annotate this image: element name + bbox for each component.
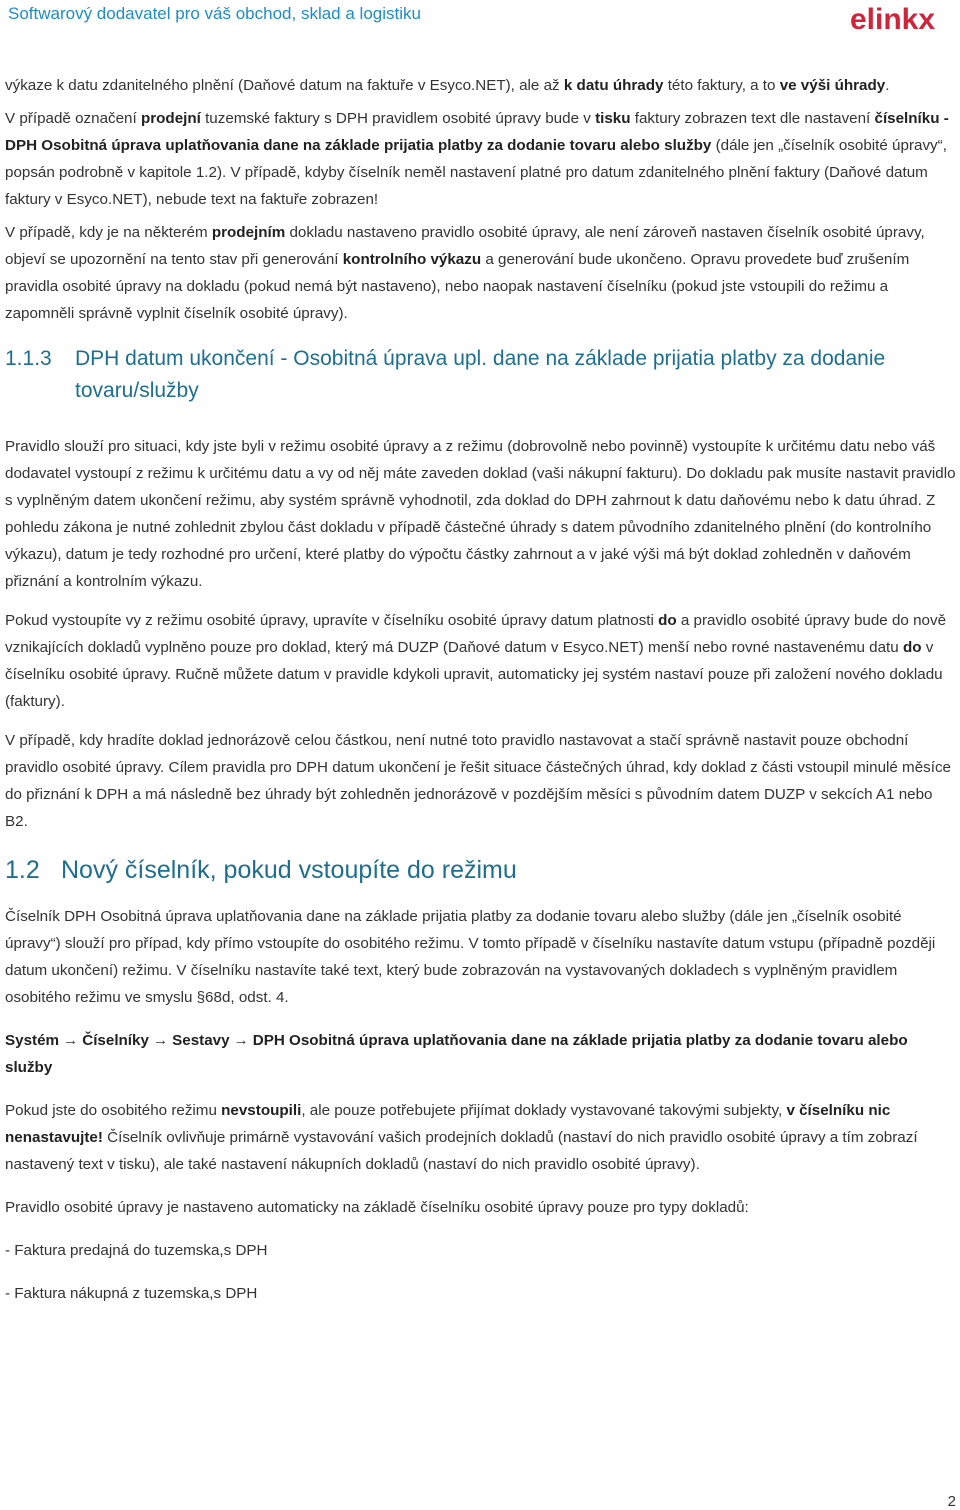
paragraph-warning: V případě, kdy je na některém prodejním dokladu nastaveno pravidlo osobité úpravy, ale není zároveň nastaven číselník osobité úpravy, objeví se upozornění na tento stav při generování kontrolního výkazu a generování bude ukončeno. Opravu provedete buď zrušením pravidla osobité úpravy na dokladu (pokud nemá být nastaveno), nebo naopak nastavení číselníku (pokud jste vstoupili do režimu a zapomněli správně vyplnit číselník osobité úpravy). xyxy=(5,224,925,322)
section-number: 1.2 xyxy=(5,856,40,884)
document-body xyxy=(5,72,957,1307)
paragraph-continuation: výkaze k datu zdanitelného plnění (Daňové datum na faktuře v Esyco.NET), ale až k datu úhrady této faktury, a to ve výši úhrady. xyxy=(5,77,890,94)
section-title: DPH datum ukončení - Osobitná úprava upl. dane na základe prijatia platby za dodanie tovaru/služby xyxy=(75,347,886,402)
paragraph-one-time-payment: V případě, kdy hradíte doklad jednorázově celou částkou, není nutné toto pravidlo nastavovat a stačí správně nastavit pouze obchodní pravidlo osobité úpravy. Cílem pravidla pro DPH datum ukončení je řešit situace částečných úhrad, kdy doklad z části vstoupil minulé měsíce do přiznání k DPH a má následně bez úhrady být zohledněn jednorázově v pozdějším měsíci s původním datem DUZP v sekcích A1 nebo B2. xyxy=(5,732,952,830)
page-header xyxy=(0,0,960,40)
menu-path: Systém → Číselníky → Sestavy → DPH Osobitná úprava uplatňovania dane na základe prijatia platby za dodanie tovaru alebo služby xyxy=(5,1032,908,1076)
logo-text: elinkx xyxy=(850,3,936,36)
section-heading-1-1-3 xyxy=(5,343,957,407)
section-number: 1.1.3 xyxy=(5,347,52,370)
elinkx-logo xyxy=(850,2,954,36)
paragraph-end-rule: Pravidlo slouží pro situaci, kdy jste byli v režimu osobité úpravy a z režimu (dobrovolně nebo povinně) vystoupíte k určitému datu nebo váš dodavatel vystoupí z režimu k určitému datu a vy od něj máte zaveden doklad (vaši nákupní fakturu). Do dokladu pak musíte nastavit pravidlo s vyplněným datem ukončení režimu, aby systém správně vyhodnotil, zda doklad do DPH zahrnout k datu daňovému nebo k datu úhrad. Z pohledu zákona je nutné zohlednit zbylou část dokladu v případě částečné úhrady s datem původního zdanitelného plnění (do kontrolního výkazu), datum je tedy rozhodné pro určení, které platby do výpočtu částky zahrnout a v jaké výši má být doklad zohledněn v daňovém přiznání a kontrolním výkazu. xyxy=(5,438,956,590)
list-item: - Faktura predajná do tuzemska,s DPH xyxy=(5,1242,268,1259)
header-title: Softwarový dodavatel pro váš obchod, sklad a logistiku xyxy=(8,4,421,23)
list-item: - Faktura nákupná z tuzemska,s DPH xyxy=(5,1285,258,1302)
paragraph-not-entered: Pokud jste do osobitého režimu nevstoupili, ale pouze potřebujete přijímat doklady vystavované takovými subjekty, v číselníku nic nenastavujte! Číselník ovlivňuje primárně vystavování vašich prodejních dokladů (nastaví do nich pravidlo osobité úpravy a tím zobrazí nastavený text v tisku), ale také nastavení nákupních dokladů (nastaví do nich pravidlo osobité úpravy). xyxy=(5,1102,918,1173)
paragraph-doc-types: Pravidlo osobité úpravy je nastaveno automaticky na základě číselníku osobité úpravy pouze pro typy dokladů: xyxy=(5,1199,749,1216)
paragraph-exit-regime: Pokud vystoupíte vy z režimu osobité úpravy, upravíte v číselníku osobité úpravy datum platnosti do a pravidlo osobité úpravy bude do nově vznikajících dokladů vyplněno pouze pro doklad, který má DUZP (Daňové datum v Esyco.NET) menší nebo rovné nastavenému datu do v číselníku osobité úpravy. Ručně můžete datum v pravidle kdykoli upravit, automaticky jej systém nastaví pouze při založení nového dokladu (faktury). xyxy=(5,612,947,710)
section-heading-1-2 xyxy=(5,853,957,887)
paragraph-print-rule: V případě označení prodejní tuzemské faktury s DPH pravidlem osobité úpravy bude v tisku faktury zobrazen text dle nastavení číselníku - DPH Osobitná úprava uplatňovania dane na základe prijatia platby za dodanie tovaru alebo služby (dále jen „číselník osobité úpravy“, popsán podrobně v kapitole 1.2). V případě, kdyby číselník neměl nastavení platné pro datum zdanitelného plnění faktury (Daňové datum faktury v Esyco.NET), nebude text na faktuře zobrazen! xyxy=(5,110,949,208)
paragraph-new-codebook: Číselník DPH Osobitná úprava uplatňovania dane na základe prijatia platby za dodanie tovaru alebo služby (dále jen „číselník osobité úpravy“) slouží pro případ, kdy přímo vstoupíte do osobitého režimu. V tomto případě v číselníku nastavíte datum vstupu (případně později datum ukončení) režimu. V číselníku nastavíte také text, který bude zobrazován na vystavovaných dokladech s vyplněným pravidlem osobitého režimu ve smyslu §68d, odst. 4. xyxy=(5,908,936,1006)
section-title: Nový číselník, pokud vstoupíte do režimu xyxy=(61,856,517,884)
page-number: 2 xyxy=(947,1493,956,1510)
